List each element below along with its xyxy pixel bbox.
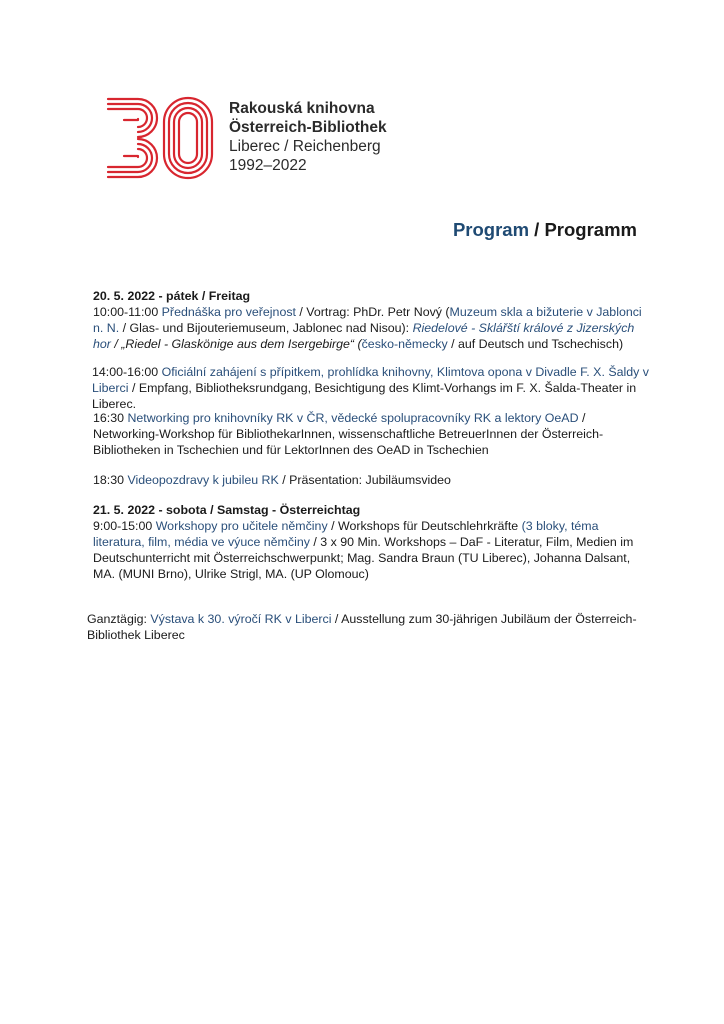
page-title	[453, 219, 637, 241]
title-sep: /	[529, 219, 545, 240]
event-title-de: / Networking-Workshop für BibliothekarInnen, wissenschaftliche BetreuerInnen der Österreich-Bibliotheken in Tschechien und für LektorInnen des OeAD in Tschechien	[93, 411, 604, 457]
event-title-de: / Präsentation: Jubiläumsvideo	[278, 473, 451, 487]
lang-cz: česko-německy	[361, 337, 448, 351]
exhibition-cz: Výstava k 30. výročí RK v Liberci	[150, 612, 332, 626]
logo-text	[229, 99, 387, 175]
allday-label: Ganztägig:	[87, 612, 151, 626]
exhibition-de: / Ausstellung zum 30-jährigen Jubiläum der Österreich-Bibliothek Liberec	[87, 612, 637, 642]
event-time: 16:30	[93, 411, 128, 425]
event-title-cz: Workshopy pro učitele němčiny	[155, 519, 328, 533]
topic-cz: Riedelové - Sklářští králové z Jizerských hor	[93, 321, 635, 351]
day1-heading: 20. 5. 2022 - pátek / Freitag	[93, 289, 251, 303]
event-title-cz: Videopozdravy k jubileu RK	[127, 473, 279, 487]
title-cz: Program	[452, 219, 530, 240]
event-opening	[92, 364, 652, 412]
title-de: Programm	[544, 219, 637, 240]
event-title-cz: Oficiální zahájení s přípitkem, prohlídka knihovny, Klimtova opona v Divadle F. X. Šaldy v Liberci	[92, 365, 649, 395]
event-lecture	[93, 304, 653, 352]
event-text: / auf Deutsch und Tschechisch)	[447, 337, 624, 351]
event-time: 14:00-16:00	[92, 365, 162, 379]
logo-line-3: Liberec / Reichenberg	[229, 138, 381, 155]
event-video	[93, 472, 653, 488]
event-title-de: / Empfang, Bibliotheksrundgang, Besichtigung des Klimt-Vorhangs im F. X. Šalda-Theater in Liberec.	[92, 381, 637, 411]
event-title-cz: Přednáška pro veřejnost	[161, 305, 296, 319]
logo-line-4: 1992–2022	[229, 157, 307, 174]
event-networking	[93, 410, 653, 458]
event-text: / Vortrag: PhDr. Petr Nový (	[295, 305, 450, 319]
event-time: 10:00-11:00	[93, 305, 162, 319]
event-title-de: / Workshops für Deutschlehrkräfte	[327, 519, 522, 533]
event-title-cz: Networking pro knihovníky RK v ČR, vědecké spolupracovníky RK a lektory OeAD	[127, 411, 579, 425]
logo-30	[104, 96, 216, 185]
logo-line-2: Österreich-Bibliothek	[229, 119, 387, 136]
event-time: 9:00-15:00	[93, 519, 156, 533]
event-workshops	[93, 518, 653, 582]
workshop-detail-cz: (3 bloky, téma literatura, film, média ve výuce němčiny	[93, 519, 599, 549]
topic-de: / „Riedel - Glaskönige aus dem Isergebirge“ (	[110, 337, 362, 351]
logo-30-graphic	[104, 96, 216, 180]
workshop-detail-de: / 3 x 90 Min. Workshops – DaF - Literatur, Film, Medien im Deutschunterricht mit Österreichschwerpunkt; Mag. Sandra Braun (TU Liberec), Johanna Dalsant, MA. (MUNI Brno), Ulrike Strigl, MA. (UP Olomouc)	[93, 535, 634, 581]
day2-section	[93, 502, 653, 582]
event-text: / Glas- und Bijouteriemuseum, Jablonec nad Nisou):	[119, 321, 413, 335]
day2-heading: 21. 5. 2022 - sobota / Samstag - Österreichtag	[93, 503, 361, 517]
museum-cz: Muzeum skla a bižuterie v Jablonci n. N.	[93, 305, 642, 335]
event-time: 18:30	[93, 473, 128, 487]
day1-section	[93, 288, 653, 352]
allday-exhibition	[87, 611, 647, 643]
logo-line-1: Rakouská knihovna	[229, 100, 375, 117]
